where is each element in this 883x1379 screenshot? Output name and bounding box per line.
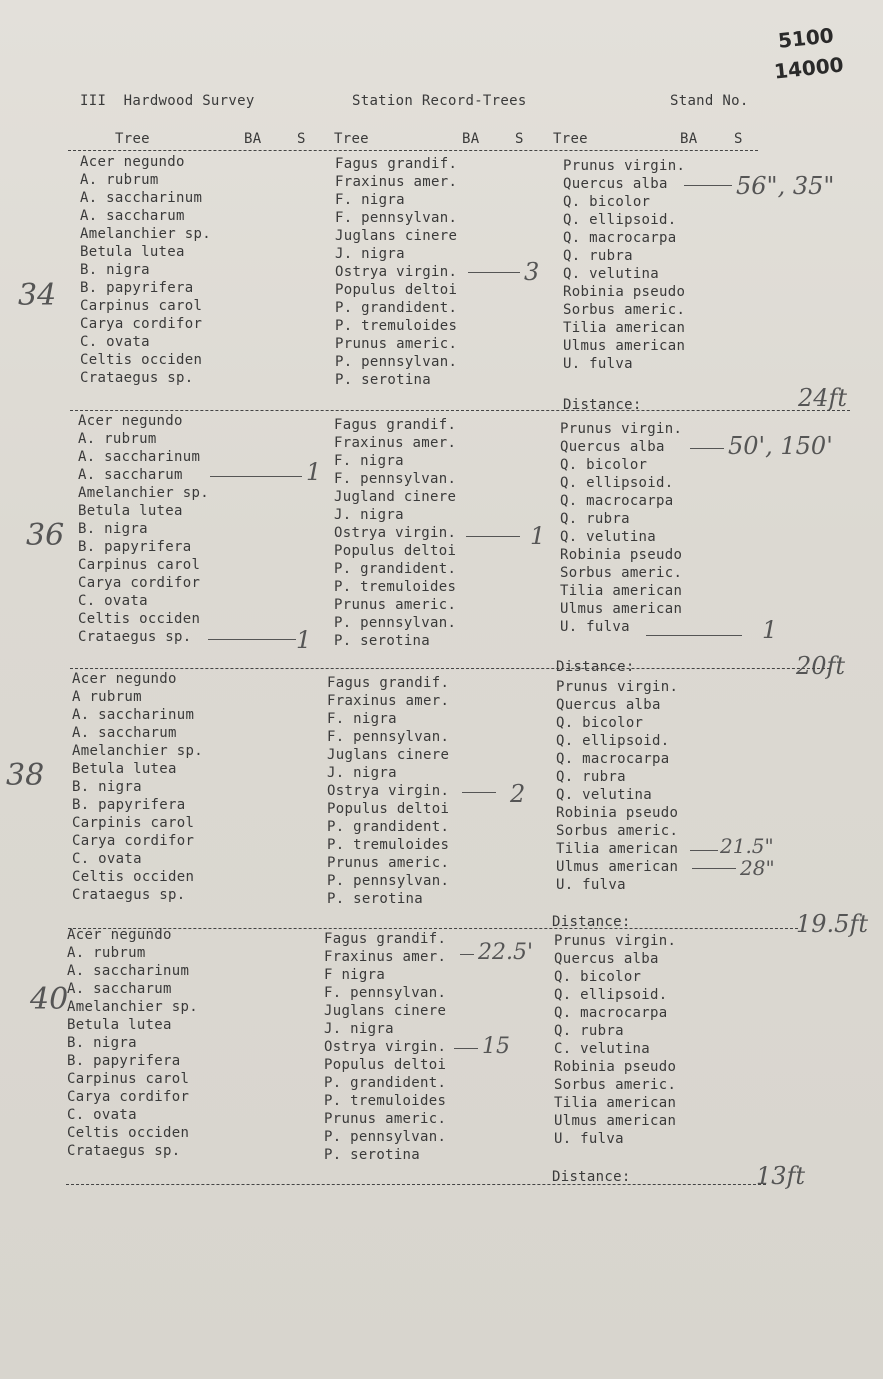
tree-name: P. grandident. bbox=[335, 300, 458, 316]
tree-name: P. pennsylvan. bbox=[334, 615, 457, 631]
tree-name: Ostrya virgin. bbox=[335, 264, 458, 280]
tree-name: Q. macrocarpa bbox=[563, 230, 677, 246]
station3-col1 bbox=[72, 670, 203, 904]
stand-label: Stand No. bbox=[670, 93, 749, 109]
station-number: 36 bbox=[26, 518, 65, 553]
tree-name: P. serotina bbox=[327, 891, 424, 907]
tree-name: Acer negundo bbox=[72, 671, 177, 687]
station4-col3 bbox=[554, 932, 676, 1148]
tree-name: Acer negundo bbox=[80, 154, 185, 170]
tally-line bbox=[454, 1048, 478, 1049]
tally-line bbox=[684, 185, 732, 186]
tree-name: Q. ellipsoid. bbox=[556, 733, 670, 749]
tree-name: Celtis occiden bbox=[80, 352, 203, 368]
tree-name: P. pennsylvan. bbox=[324, 1129, 447, 1145]
distance-label: Distance: bbox=[563, 397, 642, 413]
tree-name: Ulmus american bbox=[556, 859, 679, 875]
tree-name: Q. ellipsoid. bbox=[563, 212, 677, 228]
tree-name: Q. macrocarpa bbox=[554, 1005, 668, 1021]
tree-name: F. pennsylvan. bbox=[327, 729, 450, 745]
tree-name: Q. rubra bbox=[554, 1023, 624, 1039]
tally-line bbox=[462, 792, 496, 793]
station3-col2 bbox=[327, 674, 449, 908]
tree-name: Carpinus carol bbox=[67, 1071, 190, 1087]
tree-name: Q. ellipsoid. bbox=[560, 475, 674, 491]
tree-name: Q. rubra bbox=[560, 511, 630, 527]
distance-value: 20ft bbox=[796, 652, 846, 680]
station-divider bbox=[70, 410, 850, 411]
tree-name: Prunus virgin. bbox=[563, 158, 686, 174]
tree-name: Betula lutea bbox=[72, 761, 177, 777]
tree-name: Ulmus american bbox=[563, 338, 686, 354]
tree-name: Prunus virgin. bbox=[556, 679, 679, 695]
tally-note: 1 bbox=[530, 522, 546, 550]
tree-name: A. saccharum bbox=[78, 467, 183, 483]
tally-note: 1 bbox=[296, 626, 312, 654]
tree-name: A. rubrum bbox=[78, 431, 157, 447]
tree-name: U. fulva bbox=[563, 356, 633, 372]
distance-label: Distance: bbox=[552, 1169, 631, 1185]
tree-name: Sorbus americ. bbox=[554, 1077, 677, 1093]
tally-line bbox=[210, 476, 302, 477]
tree-name: A. saccharinum bbox=[78, 449, 201, 465]
tree-name: Celtis occiden bbox=[78, 611, 201, 627]
tree-name: Acer negundo bbox=[67, 927, 172, 943]
tree-name: P. tremuloides bbox=[324, 1093, 447, 1109]
tally-note: 3 bbox=[524, 258, 540, 286]
tree-name: A. rubrum bbox=[67, 945, 146, 961]
tree-name: Carya cordifor bbox=[78, 575, 201, 591]
stamp-bottom: 14000 bbox=[772, 52, 845, 84]
tree-name: C. ovata bbox=[72, 851, 142, 867]
tally-line bbox=[466, 536, 520, 537]
tree-name: F. nigra bbox=[327, 711, 397, 727]
tree-name: Prunus americ. bbox=[327, 855, 450, 871]
station-number: 40 bbox=[30, 982, 69, 1017]
tree-name: Q. rubra bbox=[563, 248, 633, 264]
tree-name: Populus deltoi bbox=[327, 801, 450, 817]
tree-name: F nigra bbox=[324, 967, 386, 983]
station4-col2 bbox=[324, 930, 446, 1164]
col3-ba-header: BA bbox=[680, 131, 698, 147]
tree-name: Tilia american bbox=[554, 1095, 677, 1111]
col3-tree-header: Tree bbox=[553, 131, 588, 147]
distance-label: Distance: bbox=[556, 659, 635, 675]
tree-name: Juglans cinere bbox=[335, 228, 458, 244]
tree-name: A. saccharum bbox=[80, 208, 185, 224]
tree-name: Ostrya virgin. bbox=[334, 525, 457, 541]
tree-name: Robinia pseudo bbox=[560, 547, 683, 563]
tree-name: Ostrya virgin. bbox=[327, 783, 450, 799]
tally-line bbox=[690, 850, 718, 851]
tree-name: U. fulva bbox=[560, 619, 630, 635]
tree-name: Populus deltoi bbox=[334, 543, 457, 559]
tree-name: B. nigra bbox=[80, 262, 150, 278]
tree-name: Betula lutea bbox=[67, 1017, 172, 1033]
tree-name: P. serotina bbox=[335, 372, 432, 388]
station-divider bbox=[70, 668, 830, 669]
tree-name: B. papyrifera bbox=[72, 797, 186, 813]
tree-name: Celtis occiden bbox=[72, 869, 195, 885]
tree-name: Robinia pseudo bbox=[556, 805, 679, 821]
tree-name: F. pennsylvan. bbox=[324, 985, 447, 1001]
distance-value: 19.5ft bbox=[796, 910, 868, 938]
tree-name: Q. velutina bbox=[560, 529, 657, 545]
tree-name: B. nigra bbox=[78, 521, 148, 537]
tree-name: Celtis occiden bbox=[67, 1125, 190, 1141]
tree-name: A. saccharinum bbox=[72, 707, 195, 723]
tree-name: F. pennsylvan. bbox=[334, 471, 457, 487]
tree-name: Betula lutea bbox=[78, 503, 183, 519]
tree-name: Robinia pseudo bbox=[563, 284, 686, 300]
tree-name: Prunus americ. bbox=[335, 336, 458, 352]
station2-col2 bbox=[334, 416, 456, 650]
tree-name: Q. velutina bbox=[556, 787, 653, 803]
station1-col1 bbox=[80, 153, 211, 387]
tree-name: Carya cordifor bbox=[80, 316, 203, 332]
tree-name: Fagus grandif. bbox=[334, 417, 457, 433]
tree-name: Q. macrocarpa bbox=[556, 751, 670, 767]
tree-name: A. rubrum bbox=[80, 172, 159, 188]
tree-name: A. saccharum bbox=[72, 725, 177, 741]
tally-note: 22.5' bbox=[478, 940, 534, 965]
tree-name: U. fulva bbox=[554, 1131, 624, 1147]
tree-name: Q. bicolor bbox=[554, 969, 642, 985]
tree-name: P. tremuloides bbox=[335, 318, 458, 334]
tree-name: Quercus alba bbox=[556, 697, 661, 713]
tree-name: P. serotina bbox=[334, 633, 431, 649]
tally-note: 1 bbox=[762, 616, 778, 644]
col2-tree-header: Tree bbox=[334, 131, 369, 147]
tree-name: Quercus alba bbox=[563, 176, 668, 192]
tree-name: P. pennsylvan. bbox=[327, 873, 450, 889]
station3-col3 bbox=[556, 678, 678, 894]
tree-name: Amelanchier sp. bbox=[78, 485, 209, 501]
tree-name: Fraxinus amer. bbox=[334, 435, 457, 451]
tree-name: A. saccharinum bbox=[67, 963, 190, 979]
tree-name: Q. bicolor bbox=[560, 457, 648, 473]
tree-name: Amelanchier sp. bbox=[80, 226, 211, 242]
station-divider bbox=[66, 1184, 766, 1185]
tree-name: Ostrya virgin. bbox=[324, 1039, 447, 1055]
survey-title: III Hardwood Survey bbox=[80, 93, 255, 109]
tally-line bbox=[646, 635, 742, 636]
tree-name: P. serotina bbox=[324, 1147, 421, 1163]
tree-name: Sorbus americ. bbox=[563, 302, 686, 318]
distance-label: Distance: bbox=[552, 914, 631, 930]
tree-name: J. nigra bbox=[327, 765, 397, 781]
tree-name: Tilia american bbox=[560, 583, 683, 599]
tally-note: 15 bbox=[482, 1034, 510, 1059]
record-title: Station Record-Trees bbox=[352, 93, 527, 109]
tree-name: Crataegus sp. bbox=[67, 1143, 181, 1159]
tree-name: J. nigra bbox=[334, 507, 404, 523]
tree-name: Q. velutina bbox=[563, 266, 660, 282]
tree-name: Jugland cinere bbox=[334, 489, 457, 505]
tally-note: 2 bbox=[510, 780, 526, 808]
tree-name: Tilia american bbox=[563, 320, 686, 336]
tree-name: Carpinus carol bbox=[78, 557, 201, 573]
tree-name: C. ovata bbox=[78, 593, 148, 609]
tally-note: 56", 35" bbox=[736, 172, 835, 200]
station1-col3 bbox=[563, 157, 685, 373]
tree-name: Crataegus sp. bbox=[72, 887, 186, 903]
tree-name: Q. bicolor bbox=[563, 194, 651, 210]
tree-name: Fagus grandif. bbox=[335, 156, 458, 172]
tree-name: P. tremuloides bbox=[327, 837, 450, 853]
tree-name: Populus deltoi bbox=[324, 1057, 447, 1073]
station2-col1 bbox=[78, 412, 209, 646]
tree-name: P. tremuloides bbox=[334, 579, 457, 595]
tree-name: J. nigra bbox=[335, 246, 405, 262]
header-divider bbox=[68, 150, 758, 151]
station-number: 38 bbox=[6, 758, 45, 793]
tree-name: F. nigra bbox=[335, 192, 405, 208]
tree-name: Quercus alba bbox=[560, 439, 665, 455]
distance-value: 13ft bbox=[756, 1162, 806, 1190]
tree-name: Prunus virgin. bbox=[554, 933, 677, 949]
tree-name: C. ovata bbox=[67, 1107, 137, 1123]
tree-name: P. grandident. bbox=[334, 561, 457, 577]
col1-tree-header: Tree bbox=[115, 131, 150, 147]
tree-name: Q. ellipsoid. bbox=[554, 987, 668, 1003]
tree-name: Sorbus americ. bbox=[560, 565, 683, 581]
tree-name: Carya cordifor bbox=[72, 833, 195, 849]
tree-name: Carpinus carol bbox=[80, 298, 203, 314]
tree-name: Fraxinus amer. bbox=[335, 174, 458, 190]
tree-name: Amelanchier sp. bbox=[72, 743, 203, 759]
station2-col3 bbox=[560, 420, 682, 636]
tree-name: C. ovata bbox=[80, 334, 150, 350]
tree-name: Amelanchier sp. bbox=[67, 999, 198, 1015]
tree-name: Sorbus americ. bbox=[556, 823, 679, 839]
tally-note: 1 bbox=[306, 458, 322, 486]
tree-name: Crataegus sp. bbox=[78, 629, 192, 645]
distance-value: 24ft bbox=[798, 384, 848, 412]
col1-ba-header: BA bbox=[244, 131, 262, 147]
tree-name: Betula lutea bbox=[80, 244, 185, 260]
tree-name: A. saccharinum bbox=[80, 190, 203, 206]
tree-name: Juglans cinere bbox=[324, 1003, 447, 1019]
station4-col1 bbox=[67, 926, 198, 1160]
tally-note: 21.5" bbox=[720, 834, 774, 858]
station-number: 34 bbox=[18, 278, 57, 313]
tree-name: J. nigra bbox=[324, 1021, 394, 1037]
tally-line bbox=[460, 954, 474, 955]
stamp-top: 5100 bbox=[776, 23, 835, 53]
tree-name: Quercus alba bbox=[554, 951, 659, 967]
tree-name: Populus deltoi bbox=[335, 282, 458, 298]
tree-name: Fagus grandif. bbox=[327, 675, 450, 691]
station1-col2 bbox=[335, 155, 457, 389]
tree-name: Q. rubra bbox=[556, 769, 626, 785]
tree-name: U. fulva bbox=[556, 877, 626, 893]
tree-name: Q. macrocarpa bbox=[560, 493, 674, 509]
tree-name: Robinia pseudo bbox=[554, 1059, 677, 1075]
tree-name: Ulmus american bbox=[554, 1113, 677, 1129]
tree-name: Fagus grandif. bbox=[324, 931, 447, 947]
tree-name: A. saccharum bbox=[67, 981, 172, 997]
tree-name: Juglans cinere bbox=[327, 747, 450, 763]
tree-name: Carya cordifor bbox=[67, 1089, 190, 1105]
tree-name: P. grandident. bbox=[327, 819, 450, 835]
tree-name: Acer negundo bbox=[78, 413, 183, 429]
tree-name: Crataegus sp. bbox=[80, 370, 194, 386]
tree-name: B. papyrifera bbox=[67, 1053, 181, 1069]
tree-name: A rubrum bbox=[72, 689, 142, 705]
col2-ba-header: BA bbox=[462, 131, 480, 147]
tree-name: B. nigra bbox=[72, 779, 142, 795]
tree-name: Fraxinus amer. bbox=[324, 949, 447, 965]
tree-name: Fraxinus amer. bbox=[327, 693, 450, 709]
col2-s-header: S bbox=[515, 131, 524, 147]
tree-name: Prunus americ. bbox=[324, 1111, 447, 1127]
tally-line bbox=[208, 639, 296, 640]
col1-s-header: S bbox=[297, 131, 306, 147]
tree-name: B. papyrifera bbox=[80, 280, 194, 296]
tree-name: Carpinis carol bbox=[72, 815, 195, 831]
tree-name: P. grandident. bbox=[324, 1075, 447, 1091]
tree-name: Prunus virgin. bbox=[560, 421, 683, 437]
tally-line bbox=[690, 448, 724, 449]
tree-name: B. nigra bbox=[67, 1035, 137, 1051]
tree-name: F. pennsylvan. bbox=[335, 210, 458, 226]
tree-name: F. nigra bbox=[334, 453, 404, 469]
tree-name: P. pennsylvan. bbox=[335, 354, 458, 370]
tally-line bbox=[692, 868, 736, 869]
col3-s-header: S bbox=[734, 131, 743, 147]
tree-name: C. velutina bbox=[554, 1041, 651, 1057]
tree-name: Prunus americ. bbox=[334, 597, 457, 613]
tally-note: 28" bbox=[740, 856, 775, 880]
tree-name: B. papyrifera bbox=[78, 539, 192, 555]
tree-name: Tilia american bbox=[556, 841, 679, 857]
tally-line bbox=[468, 272, 520, 273]
tree-name: Q. bicolor bbox=[556, 715, 644, 731]
tree-name: Ulmus american bbox=[560, 601, 683, 617]
tally-note: 50', 150' bbox=[728, 432, 833, 460]
